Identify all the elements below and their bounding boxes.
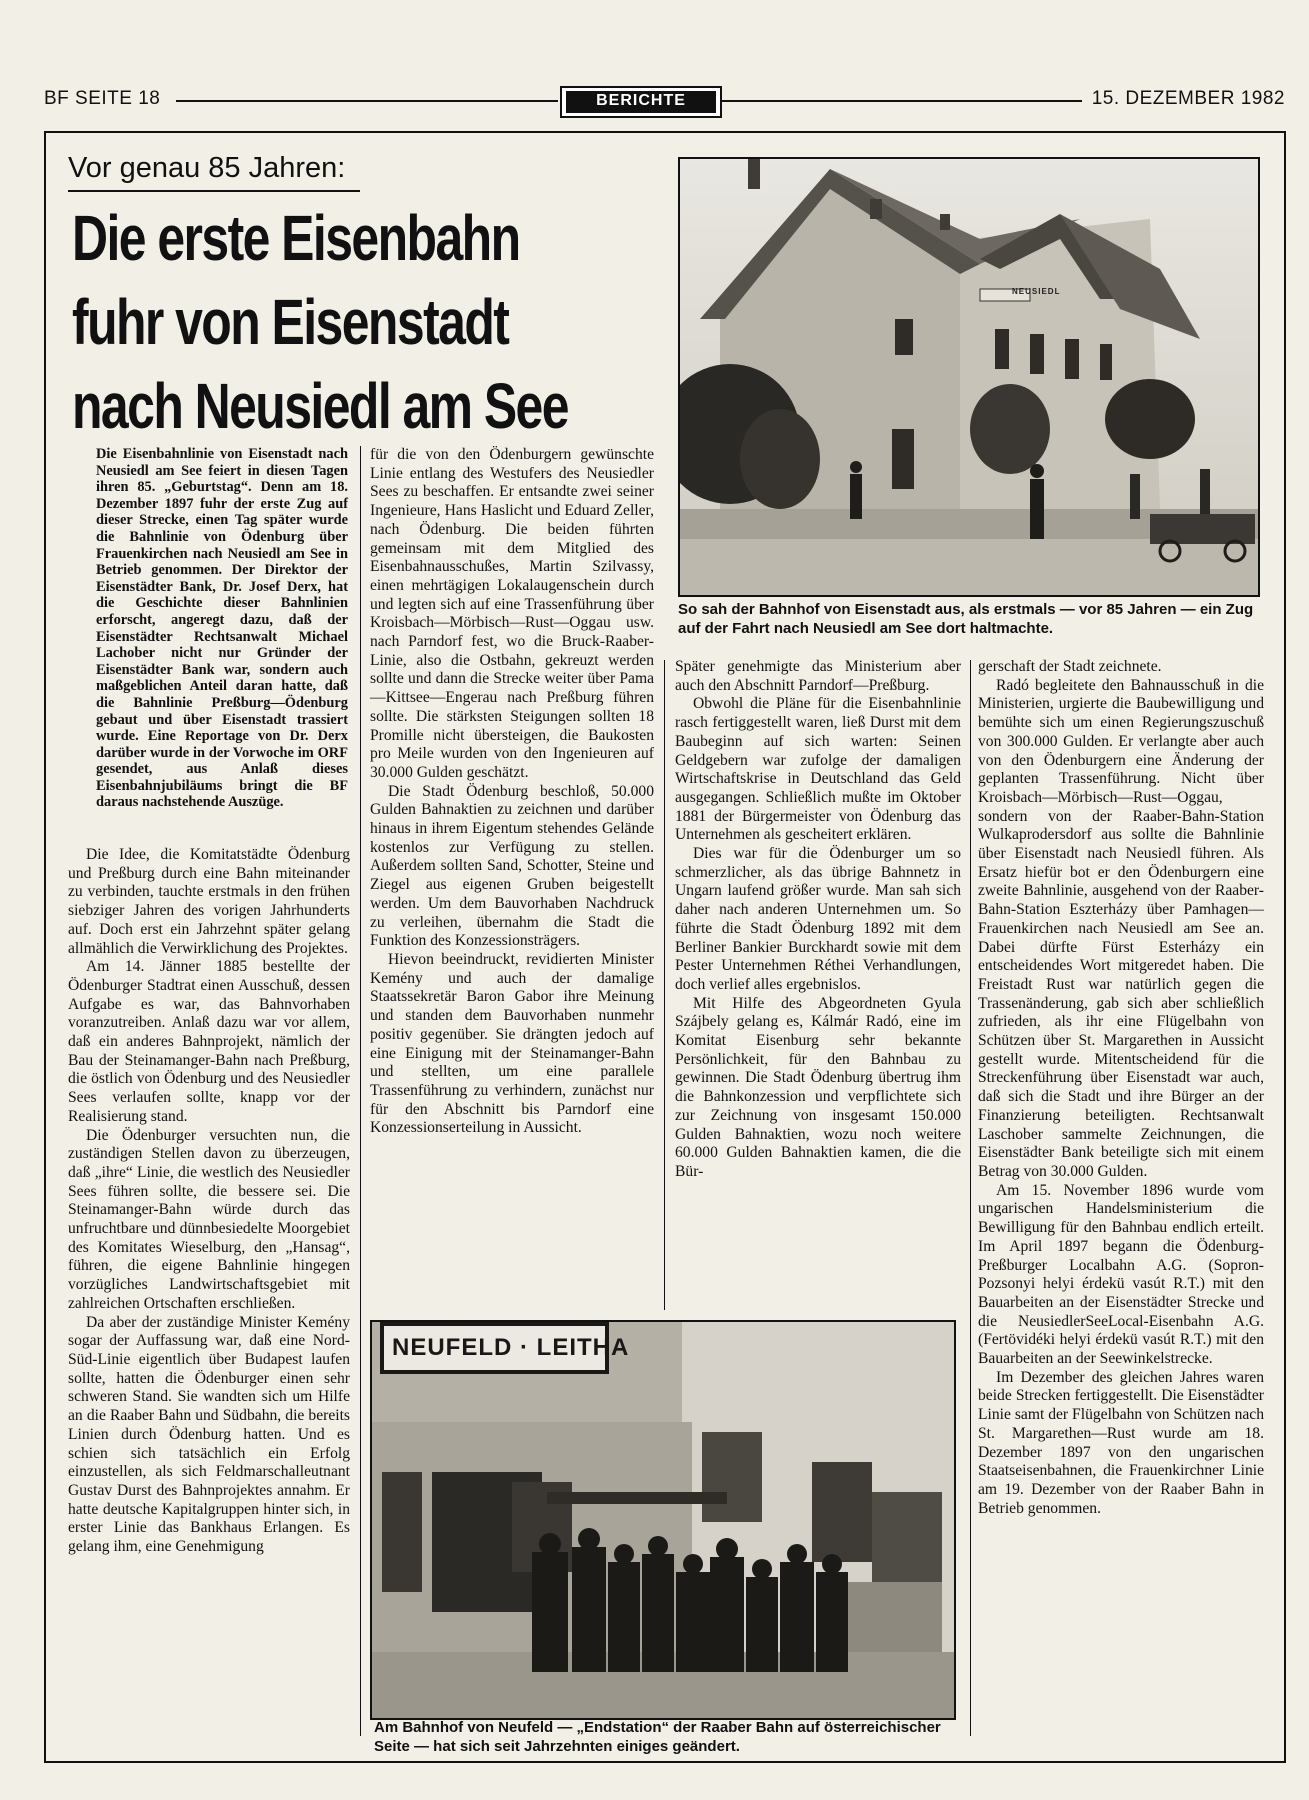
paragraph: Am 15. November 1896 wurde vom ungarischen Handelsministerium die Bewilligung für den Bahnbau endlich erteilt. Im April 1897 begann die Ödenburg-Preßburger Localbahn A.G. (Sopron-Pozsonyi helyi érdekü vasút R.T.) mit den Bauarbeiten an der Eisenstädter Strecke und die NeusiedlerSeeLocal-Eisenbahn A.G. (Fertövidéki helyi érdekü vasút R.T.) mit den Bauarbeiten an der Seewinkelstrecke. — [978, 1181, 1264, 1368]
column-separator — [970, 660, 971, 1736]
paragraph: Die Idee, die Komitatstädte Ödenburg und Preßburg durch eine Bahn miteinander zu verbinden, tauchte erstmals in den frühen siebziger Jahren des vorigen Jahrhunderts auf. Doch erst ein Jahrzehnt später gelang allmählich die Verwirklichung des Projektes. — [68, 846, 350, 957]
column-1 — [68, 846, 350, 1557]
headline-line: fuhr von Eisenstadt — [72, 286, 509, 358]
paragraph: Obwohl die Pläne für die Eisenbahnlinie rasch fertiggestellt waren, ließ Durst mit dem Baubeginn auf sich warten: Seinen Geldgebern war zufolge der damaligen Wirtschaftskrise in Deutschland das Geld ausgegangen. Schließlich mußte im Oktober 1881 der Bürgermeister von Ödenburg das Unternehmen als gescheitert erklären. — [675, 695, 961, 844]
column-3 — [675, 658, 961, 1182]
header-rule-right — [720, 100, 1082, 102]
photo-neufeld-station — [370, 1320, 956, 1720]
paragraph: gerschaft der Stadt zeichnete. — [978, 658, 1162, 675]
paragraph: Die Ödenburger versuchten nun, die zuständigen Stellen davon zu überzeugen, daß „ihre“ Linie, die westlich des Neusiedler Sees führen sollte, die bessere sei. Die Steinamanger-Bahn würde durch das unfruchtbare und dünnbesiedelte Moorgebiet des Komitates Wieselburg, den „Hansag“, führen, die eigene Bahnlinie hingegen vorzügliches Landwirtschaftsgebiet mit zahlreichen Ortschaften erschließen. — [68, 1126, 350, 1312]
column-4 — [978, 658, 1264, 1518]
section-label: BERICHTE — [566, 91, 716, 113]
column-separator — [664, 660, 665, 1310]
headline-line: nach Neusiedl am See — [72, 370, 568, 442]
paragraph: Im Dezember des gleichen Jahres waren beide Strecken fertiggestellt. Die Eisenstädter Linie samt der Flügelbahn von Schützen nach St. Margarethen—Rust wurde am 18. Dezember 1897 von den ungarischen Staatseisenbahnen, die Frauenkirchner Linie am 19. Dezember von der Raaber Bahn in Betrieb genommen. — [978, 1368, 1264, 1517]
neufeld-illustration — [372, 1322, 954, 1718]
station-illustration — [680, 159, 1258, 595]
paragraph: Die Stadt Ödenburg beschloß, 50.000 Gulden Bahnaktien zu zeichnen und darüber hinaus in ihrem Eigentum stehendes Gelände kostenlos zur Verfügung zu stellen. Außerdem sollten Sand, Schotter, Steine und Ziegel aus eigenen Gruben beigestellt werden. Um dem Bauvorhaben Nachdruck zu verleihen, übernahm die Stadt die Funktion des Konzessionsträgers. — [370, 782, 654, 950]
issue-date: 15. DEZEMBER 1982 — [1091, 88, 1285, 109]
column-separator — [360, 446, 361, 1736]
paragraph: Am 14. Jänner 1885 bestellte der Ödenburger Stadtrat einen Ausschuß, dessen Aufgabe es war, das Bahnvorhaben voranzutreiben. Anlaß dazu war vor allem, daß ein anderes Bahnprojekt, nämlich der Bau der Steinamanger-Bahn nach Preßburg, die östlich von Ödenburg und des Neusiedler Sees verlaufen sollte, knapp vor der Realisierung stand. — [68, 958, 350, 1125]
paragraph: Da aber der zuständige Minister Kemény sogar der Auffassung war, daß eine Nord-Süd-Linie eigentlich über Budapest laufen sollte, hatten die Ödenburger einen sehr schweren Stand. Sie wandten sich um Hilfe an die Raaber Bahn und Südbahn, die bereits Linien durch Ödenburg hatten. Und es schien sich tatsächlich ein Erfolg einzustellen, als sich Feldmarschalleutnant Gustav Durst des Bahnprojektes annahm. Er hatte deutsche Kapitalgruppen hinter sich, in erster Linie das Bankhaus Erlangen. Es gelang ihm, eine Genehmigung — [68, 1313, 350, 1556]
paragraph: Dies war für die Ödenburger um so schmerzlicher, als das übrige Bahnnetz in Ungarn laufend größer wurde. Man sah sich daher nach anderen Unternehmen um. So führte die Stadt Ödenburg 1892 mit dem Berliner Bankier Burckhardt sowie mit dem Pester Unternehmen Réthei Verhandlungen, doch verlief alles ergebnislos. — [675, 845, 961, 993]
headline — [72, 196, 568, 448]
lead-paragraph: Die Eisenbahnlinie von Eisenstadt nach Neusiedl am See feiert in diesen Tagen ihren 85. „Geburtstag“. Denn am 18. Dezember 1897 fuhr der erste Zug auf dieser Strecke, einen Tag später wurde die Bahnlinie von Ödenburg über Frauenkirchen nach Neusiedl am See in Betrieb genommen. Der Direktor der Eisenstädter Bank, Dr. Josef Derx, hat die Geschichte dieser Bahnlinien erforscht, angeregt dazu, daß der Eisenstädter Rechtsanwalt Michael Lachober nicht nur Gründer der Eisenstädter Bank war, sondern auch maßgeblichen Anteil daran hatte, daß die Bahnlinie Preßburg—Ödenburg gebaut und über Eisenstadt trassiert wurde. Eine Reportage von Dr. Derx darüber wurde in der Vorwoche im ORF gesendet, aus Anlaß dieses Eisenbahnjubiläums bringt die BF daraus nachstehende Auszüge. — [96, 446, 348, 811]
photo-caption-neufeld: Am Bahnhof von Neufeld — „Endstation“ der Raaber Bahn auf österreichischer Seite — hat sich seit Jahrzehnten einiges geändert. — [374, 1719, 941, 1755]
photo-caption-eisenstadt: So sah der Bahnhof von Eisenstadt aus, als erstmals — vor 85 Jahren — ein Zug auf der Fahrt nach Neusiedl am See dort haltmachte. — [678, 601, 1254, 637]
paragraph: Mit Hilfe des Abgeordneten Gyula Szájbely gelang es, Kálmár Radó, eine im Komitat Eisenburg sehr bekannte Persönlichkeit, für den Bahnbau zu gewinnen. Die Stadt Ödenburg übertrug ihm die Bahnkonzession und verpflichtete sich zur Zeichnung von insgesamt 150.000 Gulden Bahnaktien, wozu noch weitere 60.000 Gulden Bahnaktien kamen, die die Bür- — [675, 994, 961, 1180]
kicker-rule — [68, 190, 360, 192]
section-tag — [560, 86, 722, 118]
photo-eisenstadt-station — [678, 157, 1260, 597]
page-number: BF SEITE 18 — [44, 88, 161, 109]
paragraph: für die von den Ödenburgern gewünschte Linie entlang des Westufers des Neusiedler Sees zu beschaffen. Er entsandte zwei seiner Ingenieure, Hans Haslicht und Eduard Zeller, nach Ödenburg. Die beiden führten gemeinsam mit dem Mitglied des Eisenbahnausschußes, Martin Szilvassy, einen mehrtägigen Lokalaugenschein durch und legten sich auf eine Trassenführung über Kroisbach—Mörbisch—Rust—Oggau usw. nach Parndorf fest, wo die Bruck-Raaber-Linie, also die Ostbahn, gekreuzt werden sollte und dann die Strecke weiter über Pama—Kittsee—Engerau nach Preßburg führen sollte. Die stärksten Steigungen sollten 18 Promille nicht übersteigen, die Baukosten pro Meile wurden von den Ingenieuren auf 30.000 Gulden geschätzt. — [370, 446, 654, 781]
paragraph: Später genehmigte das Ministerium aber auch den Abschnitt Parndorf—Preßburg. — [675, 658, 961, 694]
station-sign: NEUSIEDL — [1012, 287, 1061, 296]
header-rule-left — [176, 100, 558, 102]
neufeld-sign: NEUFELD · LEITHA — [392, 1334, 630, 1361]
paragraph: Radó begleitete den Bahnausschuß in die Ministerien, urgierte die Baubewilligung und bemühte sich um einen Regierungszuschuß von 300.000 Gulden. Er verlangte aber auch von den Ödenburgern eine Änderung der geplanten Trassenführung. Nicht über Kroisbach—Mörbisch—Rust—Oggau, sondern von der Raaber-Bahn-Station Wulkaprodersdorf aus sollte die Bahnlinie über Eisenstadt nach Neusiedl führen. Als Ersatz hiefür bot er den Ödenburgern eine zweite Bahnlinie, ausgehend von der Raaber-Bahn-Station Eszterházy über Pamhagen—Frauenkirchen nach Neusiedl am See an. Dabei dürfte Fürst Esterházy ein entscheidendes Wort mitgeredet haben. Die Freistadt Rust war natürlich gegen die Trassenänderung, gab sich aber schließlich zufrieden, als ihr eine Flügelbahn von Schützen über St. Margarethen in Aussicht gestellt wurde. Mitentscheidend für die Streckenführung über Eisenstadt war auch, daß sich die Stadt und ihre Bürger an der Finanzierung beteiligten. Rechtsanwalt Laschober sammelte Zeichnungen, die Eisenstädter Bank beteiligte sich mit einem Betrag von 30.000 Gulden. — [978, 676, 1264, 1180]
headline-line: Die erste Eisenbahn — [72, 202, 520, 274]
paragraph: Hievon beeindruckt, revidierten Minister Kemény und auch der damalige Staatssekretär Baron Gabor ihre Meinung und standen dem Bauvorhaben nunmehr positiv gegenüber. Sie drängten jedoch auf eine Einigung mit der Steinamanger-Bahn und stellten, um eine parallele Trassenführung zu verhindern, zunächst nur für den Abschnitt bis Parndorf eine Konzessionserteilung in Aussicht. — [370, 950, 654, 1137]
column-2 — [370, 446, 654, 1138]
kicker: Vor genau 85 Jahren: — [68, 152, 346, 184]
